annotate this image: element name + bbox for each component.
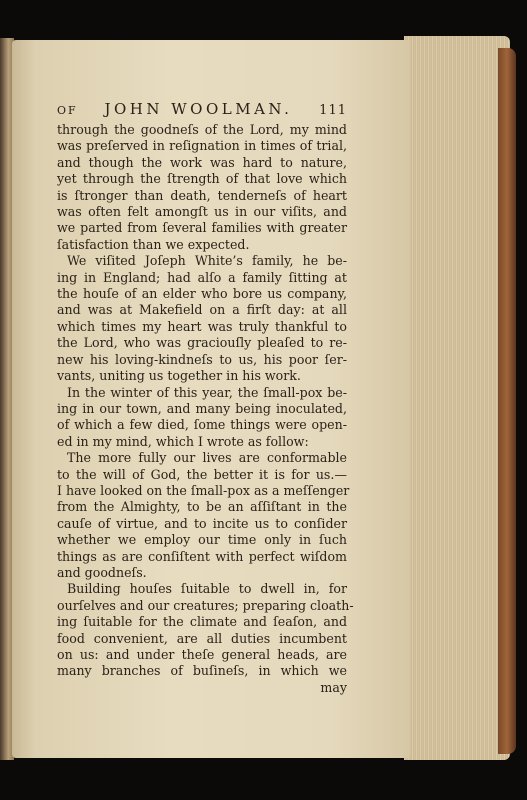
text-line: is ſtronger than death, tenderneſs of heart <box>57 187 347 203</box>
text-line: which times my heart was truly thankful to <box>57 318 347 334</box>
text-line: on us: and under theſe general heads, are <box>57 647 347 662</box>
text-line: new his loving-kindneſs to us, his poor ſer- <box>57 351 347 367</box>
text-line: and though the work was hard to nature, <box>57 154 347 170</box>
text-line: things as are conſiſtent with perfect wiſdom <box>57 548 347 564</box>
text-line: ourſelves and our creatures; preparing cloath- <box>57 597 354 613</box>
text-line: ing ſuitable for the climate and ſeaſon, and <box>57 614 347 630</box>
running-head-title: JOHN WOOLMAN. <box>104 100 293 118</box>
running-head <box>57 100 347 118</box>
text-line: was often felt amongſt us in our viſits, and <box>57 204 347 220</box>
page-block-edges <box>404 36 510 760</box>
page-text-block <box>57 100 354 696</box>
text-line: the Lord, who was graciouſly pleaſed to re- <box>57 335 347 351</box>
book-cover-edge <box>498 48 516 754</box>
text-line: was preſerved in reſignation in times of trial, <box>57 138 347 154</box>
text-line: to the will of God, the better it is for us.— <box>57 466 347 482</box>
text-line: through the goodneſs of the Lord, my mind <box>57 122 347 137</box>
page-number: 111 <box>319 103 347 118</box>
text-line: I have looked on the ſmall-pox as a meſſenger <box>57 482 350 498</box>
text-line: the houſe of an elder who bore us company, <box>57 286 347 302</box>
text-line: we parted from ſeveral families with greater <box>57 220 347 236</box>
text-line: yet through the ſtrength of that love which <box>57 171 347 187</box>
text-line: of which a few died, ſome things were open- <box>57 417 347 433</box>
body-text <box>57 122 354 680</box>
text-line: The more fully our lives are conformable <box>67 450 347 466</box>
catchword: may <box>320 679 347 695</box>
text-line: ſatisfaction than we expected. <box>57 236 250 252</box>
text-line: many branches of buſineſs, in which we <box>57 663 347 679</box>
text-line: We viſited Joſeph White’s family, he be- <box>67 253 347 269</box>
text-line: cauſe of virtue, and to incite us to conſider <box>57 515 347 531</box>
text-line: ed in my mind, which I wrote as follow: <box>57 433 309 449</box>
text-line: ing in our town, and many being inoculated, <box>57 400 347 416</box>
text-line: ing in England; had alſo a family ſitting at <box>57 269 347 285</box>
running-head-of: OF <box>57 104 78 117</box>
text-line: from the Almighty, to be an aſſiſtant in the <box>57 499 347 515</box>
text-line: food convenient, are all duties incumbent <box>57 630 347 646</box>
text-line: Building houſes ſuitable to dwell in, for <box>67 581 347 597</box>
text-line: and was at Makefield on a firſt day: at all <box>57 302 347 318</box>
text-line: whether we employ our time only in ſuch <box>57 532 347 548</box>
text-line: vants, uniting us together in his work. <box>57 368 301 384</box>
text-line: and goodneſs. <box>57 564 147 580</box>
text-line: In the winter of this year, the ſmall-pox be- <box>67 384 347 400</box>
